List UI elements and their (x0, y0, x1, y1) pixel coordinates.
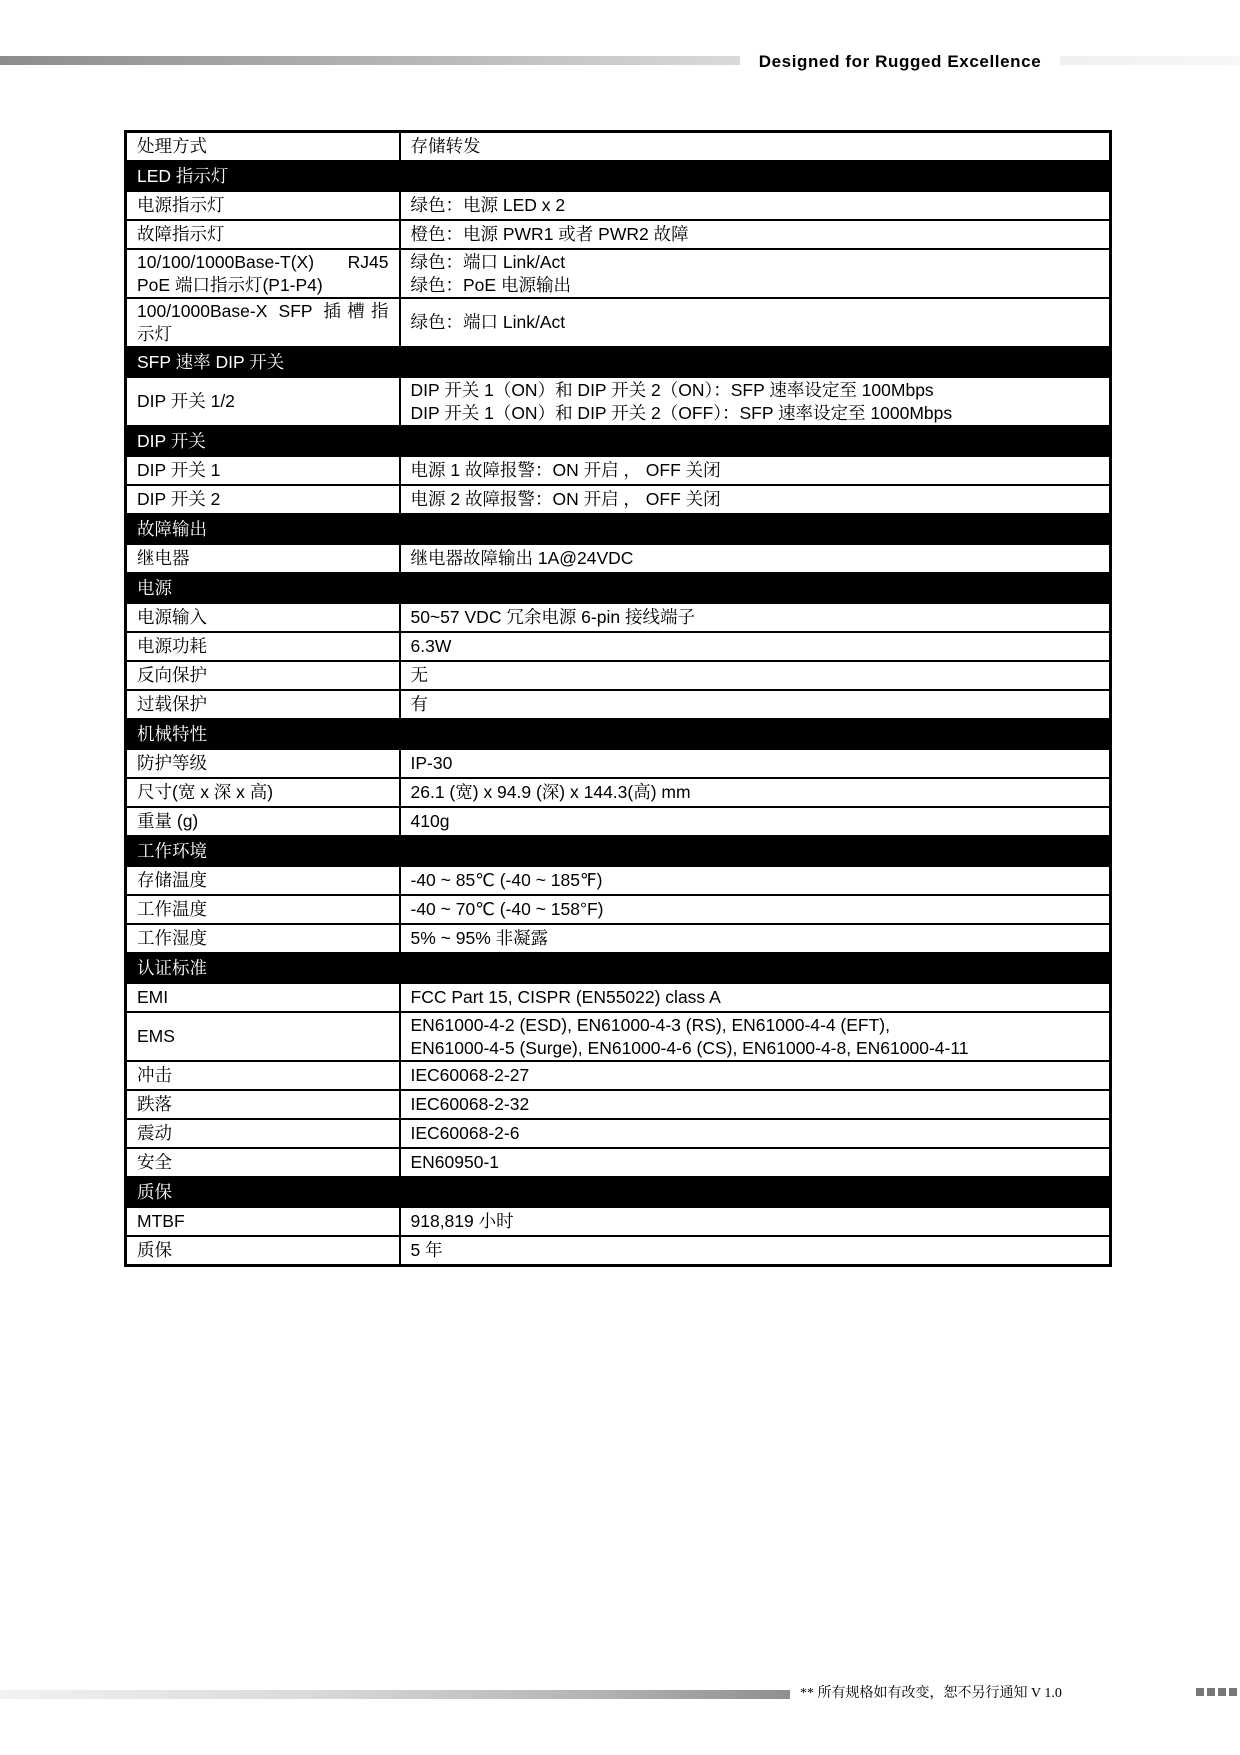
spec-value (400, 377, 1111, 426)
spec-value-line: 918,819 小时 (410, 1211, 514, 1231)
spec-label (126, 249, 400, 298)
footer-gradient-bar (0, 1690, 790, 1699)
spec-value (400, 983, 1111, 1012)
spec-value (400, 191, 1111, 220)
spec-row (126, 1148, 1111, 1177)
section-title: 机械特性 (126, 719, 1111, 749)
square-icon (1196, 1688, 1204, 1696)
spec-row (126, 132, 1111, 162)
spec-value-line: 电源 2 故障报警：ON 开启 ， OFF 关闭 (410, 489, 721, 509)
spec-label: 尺寸(宽 x 深 x 高) (126, 778, 400, 807)
spec-value (400, 1090, 1111, 1119)
spec-value (400, 778, 1111, 807)
spec-value-line: 5% ~ 95% 非凝露 (410, 928, 549, 948)
spec-value (400, 132, 1111, 162)
spec-value (400, 632, 1111, 661)
spec-table (124, 130, 1112, 1267)
spec-row (126, 377, 1111, 426)
section-header-row (126, 514, 1111, 544)
spec-value-line: 有 (410, 694, 428, 714)
spec-value (400, 603, 1111, 632)
spec-label: 跌落 (126, 1090, 400, 1119)
spec-row (126, 249, 1111, 298)
spec-value (400, 895, 1111, 924)
spec-value-line: 绿色：端口 Link/Act (410, 251, 566, 272)
spec-label: 安全 (126, 1148, 400, 1177)
spec-value-line: 无 (410, 665, 428, 685)
spec-label: EMI (126, 983, 400, 1012)
spec-value-line: IEC60068-2-6 (410, 1123, 520, 1143)
spec-value-line: IEC60068-2-32 (410, 1094, 530, 1114)
footer-square-icons (1196, 1688, 1237, 1696)
spec-row (126, 778, 1111, 807)
spec-row (126, 603, 1111, 632)
spec-value (400, 924, 1111, 953)
spec-label: 过载保护 (126, 690, 400, 719)
spec-value (400, 1061, 1111, 1090)
spec-row (126, 690, 1111, 719)
spec-row (126, 485, 1111, 514)
spec-row (126, 544, 1111, 573)
square-icon (1229, 1688, 1237, 1696)
spec-value-line: IEC60068-2-27 (410, 1065, 530, 1085)
spec-label: 工作温度 (126, 895, 400, 924)
spec-label: 工作湿度 (126, 924, 400, 953)
section-header-row (126, 719, 1111, 749)
spec-label-line: PoE 端口指示灯(P1-P4) (137, 274, 323, 295)
spec-label: 震动 (126, 1119, 400, 1148)
spec-label: DIP 开关 2 (126, 485, 400, 514)
spec-label: 电源功耗 (126, 632, 400, 661)
spec-row (126, 1207, 1111, 1236)
spec-value-line: EN61000-4-2 (ESD), EN61000-4-3 (RS), EN61000-4-4 (EFT), (410, 1014, 890, 1035)
spec-row (126, 749, 1111, 778)
section-title: DIP 开关 (126, 426, 1111, 456)
spec-label-line: 示灯 (137, 323, 172, 344)
spec-row (126, 1061, 1111, 1090)
spec-label: 防护等级 (126, 749, 400, 778)
spec-label: DIP 开关 1/2 (126, 377, 400, 426)
spec-value-line: -40 ~ 85℃ (-40 ~ 185℉) (410, 870, 603, 890)
spec-table-body (126, 132, 1111, 1266)
spec-value-line: 绿色：PoE 电源输出 (410, 274, 571, 295)
spec-label: 存储温度 (126, 866, 400, 895)
spec-value (400, 1012, 1111, 1061)
spec-row (126, 866, 1111, 895)
spec-row (126, 924, 1111, 953)
spec-value-line: EN61000-4-5 (Surge), EN61000-4-6 (CS), EN61000-4-8, EN61000-4-11 (410, 1037, 969, 1058)
spec-value (400, 1236, 1111, 1266)
section-title: 质保 (126, 1177, 1111, 1207)
spec-row (126, 1012, 1111, 1061)
spec-value (400, 1119, 1111, 1148)
spec-value-line: 绿色：端口 Link/Act (410, 312, 566, 332)
spec-value (400, 249, 1111, 298)
spec-row (126, 1119, 1111, 1148)
spec-value (400, 544, 1111, 573)
spec-row (126, 983, 1111, 1012)
spec-value (400, 690, 1111, 719)
spec-label: 重量 (g) (126, 807, 400, 836)
spec-row (126, 807, 1111, 836)
spec-label: 电源输入 (126, 603, 400, 632)
spec-value-line: 410g (410, 811, 450, 831)
spec-row (126, 220, 1111, 249)
section-header-row (126, 573, 1111, 603)
spec-value (400, 456, 1111, 485)
spec-row (126, 1090, 1111, 1119)
footer-note: ** 所有规格如有改变，恕不另行通知 V 1.0 (800, 1686, 1062, 1701)
spec-row (126, 632, 1111, 661)
spec-label: 质保 (126, 1236, 400, 1266)
spec-value (400, 866, 1111, 895)
spec-value (400, 807, 1111, 836)
spec-label: 反向保护 (126, 661, 400, 690)
section-header-row (126, 953, 1111, 983)
section-header-row (126, 347, 1111, 377)
spec-value-line: 橙色：电源 PWR1 或者 PWR2 故障 (410, 224, 689, 244)
spec-row (126, 456, 1111, 485)
section-title: 认证标准 (126, 953, 1111, 983)
spec-label-line: 10/100/1000Base-T(X) RJ45 (137, 251, 389, 272)
spec-value-line: FCC Part 15, CISPR (EN55022) class A (410, 987, 721, 1007)
spec-label: EMS (126, 1012, 400, 1061)
spec-value-line: 继电器故障输出 1A@24VDC (410, 548, 634, 568)
spec-value-line: -40 ~ 70℃ (-40 ~ 158°F) (410, 899, 604, 919)
spec-label: 故障指示灯 (126, 220, 400, 249)
square-icon (1218, 1688, 1226, 1696)
section-header-row (126, 426, 1111, 456)
spec-value (400, 298, 1111, 347)
spec-label: 电源指示灯 (126, 191, 400, 220)
spec-label-line: 100/1000Base-X SFP 插槽指 (137, 300, 389, 321)
section-title: SFP 速率 DIP 开关 (126, 347, 1111, 377)
spec-value-line: 26.1 (宽) x 94.9 (深) x 144.3(高) mm (410, 782, 691, 802)
spec-value-line: 绿色：电源 LED x 2 (410, 195, 566, 215)
spec-value-line: DIP 开关 1（ON）和 DIP 开关 2（OFF）：SFP 速率设定至 1000Mbps (410, 402, 953, 423)
spec-row (126, 1236, 1111, 1266)
spec-row (126, 298, 1111, 347)
spec-value (400, 661, 1111, 690)
section-header-row (126, 836, 1111, 866)
section-title: 工作环境 (126, 836, 1111, 866)
spec-value-line: IP-30 (410, 753, 453, 773)
spec-value-line: 存储转发 (410, 136, 481, 156)
section-header-row (126, 1177, 1111, 1207)
spec-label (126, 298, 400, 347)
spec-label: DIP 开关 1 (126, 456, 400, 485)
spec-value-line: 50~57 VDC 冗余电源 6-pin 接线端子 (410, 607, 695, 627)
section-title: 电源 (126, 573, 1111, 603)
spec-value (400, 1148, 1111, 1177)
spec-value (400, 485, 1111, 514)
spec-value (400, 220, 1111, 249)
spec-value-line: 5 年 (410, 1240, 443, 1260)
square-icon (1207, 1688, 1215, 1696)
spec-value-line: 6.3W (410, 636, 452, 656)
spec-row (126, 191, 1111, 220)
spec-label: 处理方式 (126, 132, 400, 162)
section-title: 故障输出 (126, 514, 1111, 544)
spec-row (126, 661, 1111, 690)
section-header-row (126, 161, 1111, 191)
spec-label: 冲击 (126, 1061, 400, 1090)
spec-value-line: DIP 开关 1（ON）和 DIP 开关 2（ON）：SFP 速率设定至 100Mbps (410, 379, 934, 400)
section-title: LED 指示灯 (126, 161, 1111, 191)
spec-row (126, 895, 1111, 924)
spec-value (400, 1207, 1111, 1236)
spec-value-line: EN60950-1 (410, 1152, 500, 1172)
spec-label: 继电器 (126, 544, 400, 573)
spec-label: MTBF (126, 1207, 400, 1236)
spec-value (400, 749, 1111, 778)
spec-value-line: 电源 1 故障报警：ON 开启 ， OFF 关闭 (410, 460, 721, 480)
header-tagline: Designed for Rugged Excellence (740, 49, 1060, 75)
